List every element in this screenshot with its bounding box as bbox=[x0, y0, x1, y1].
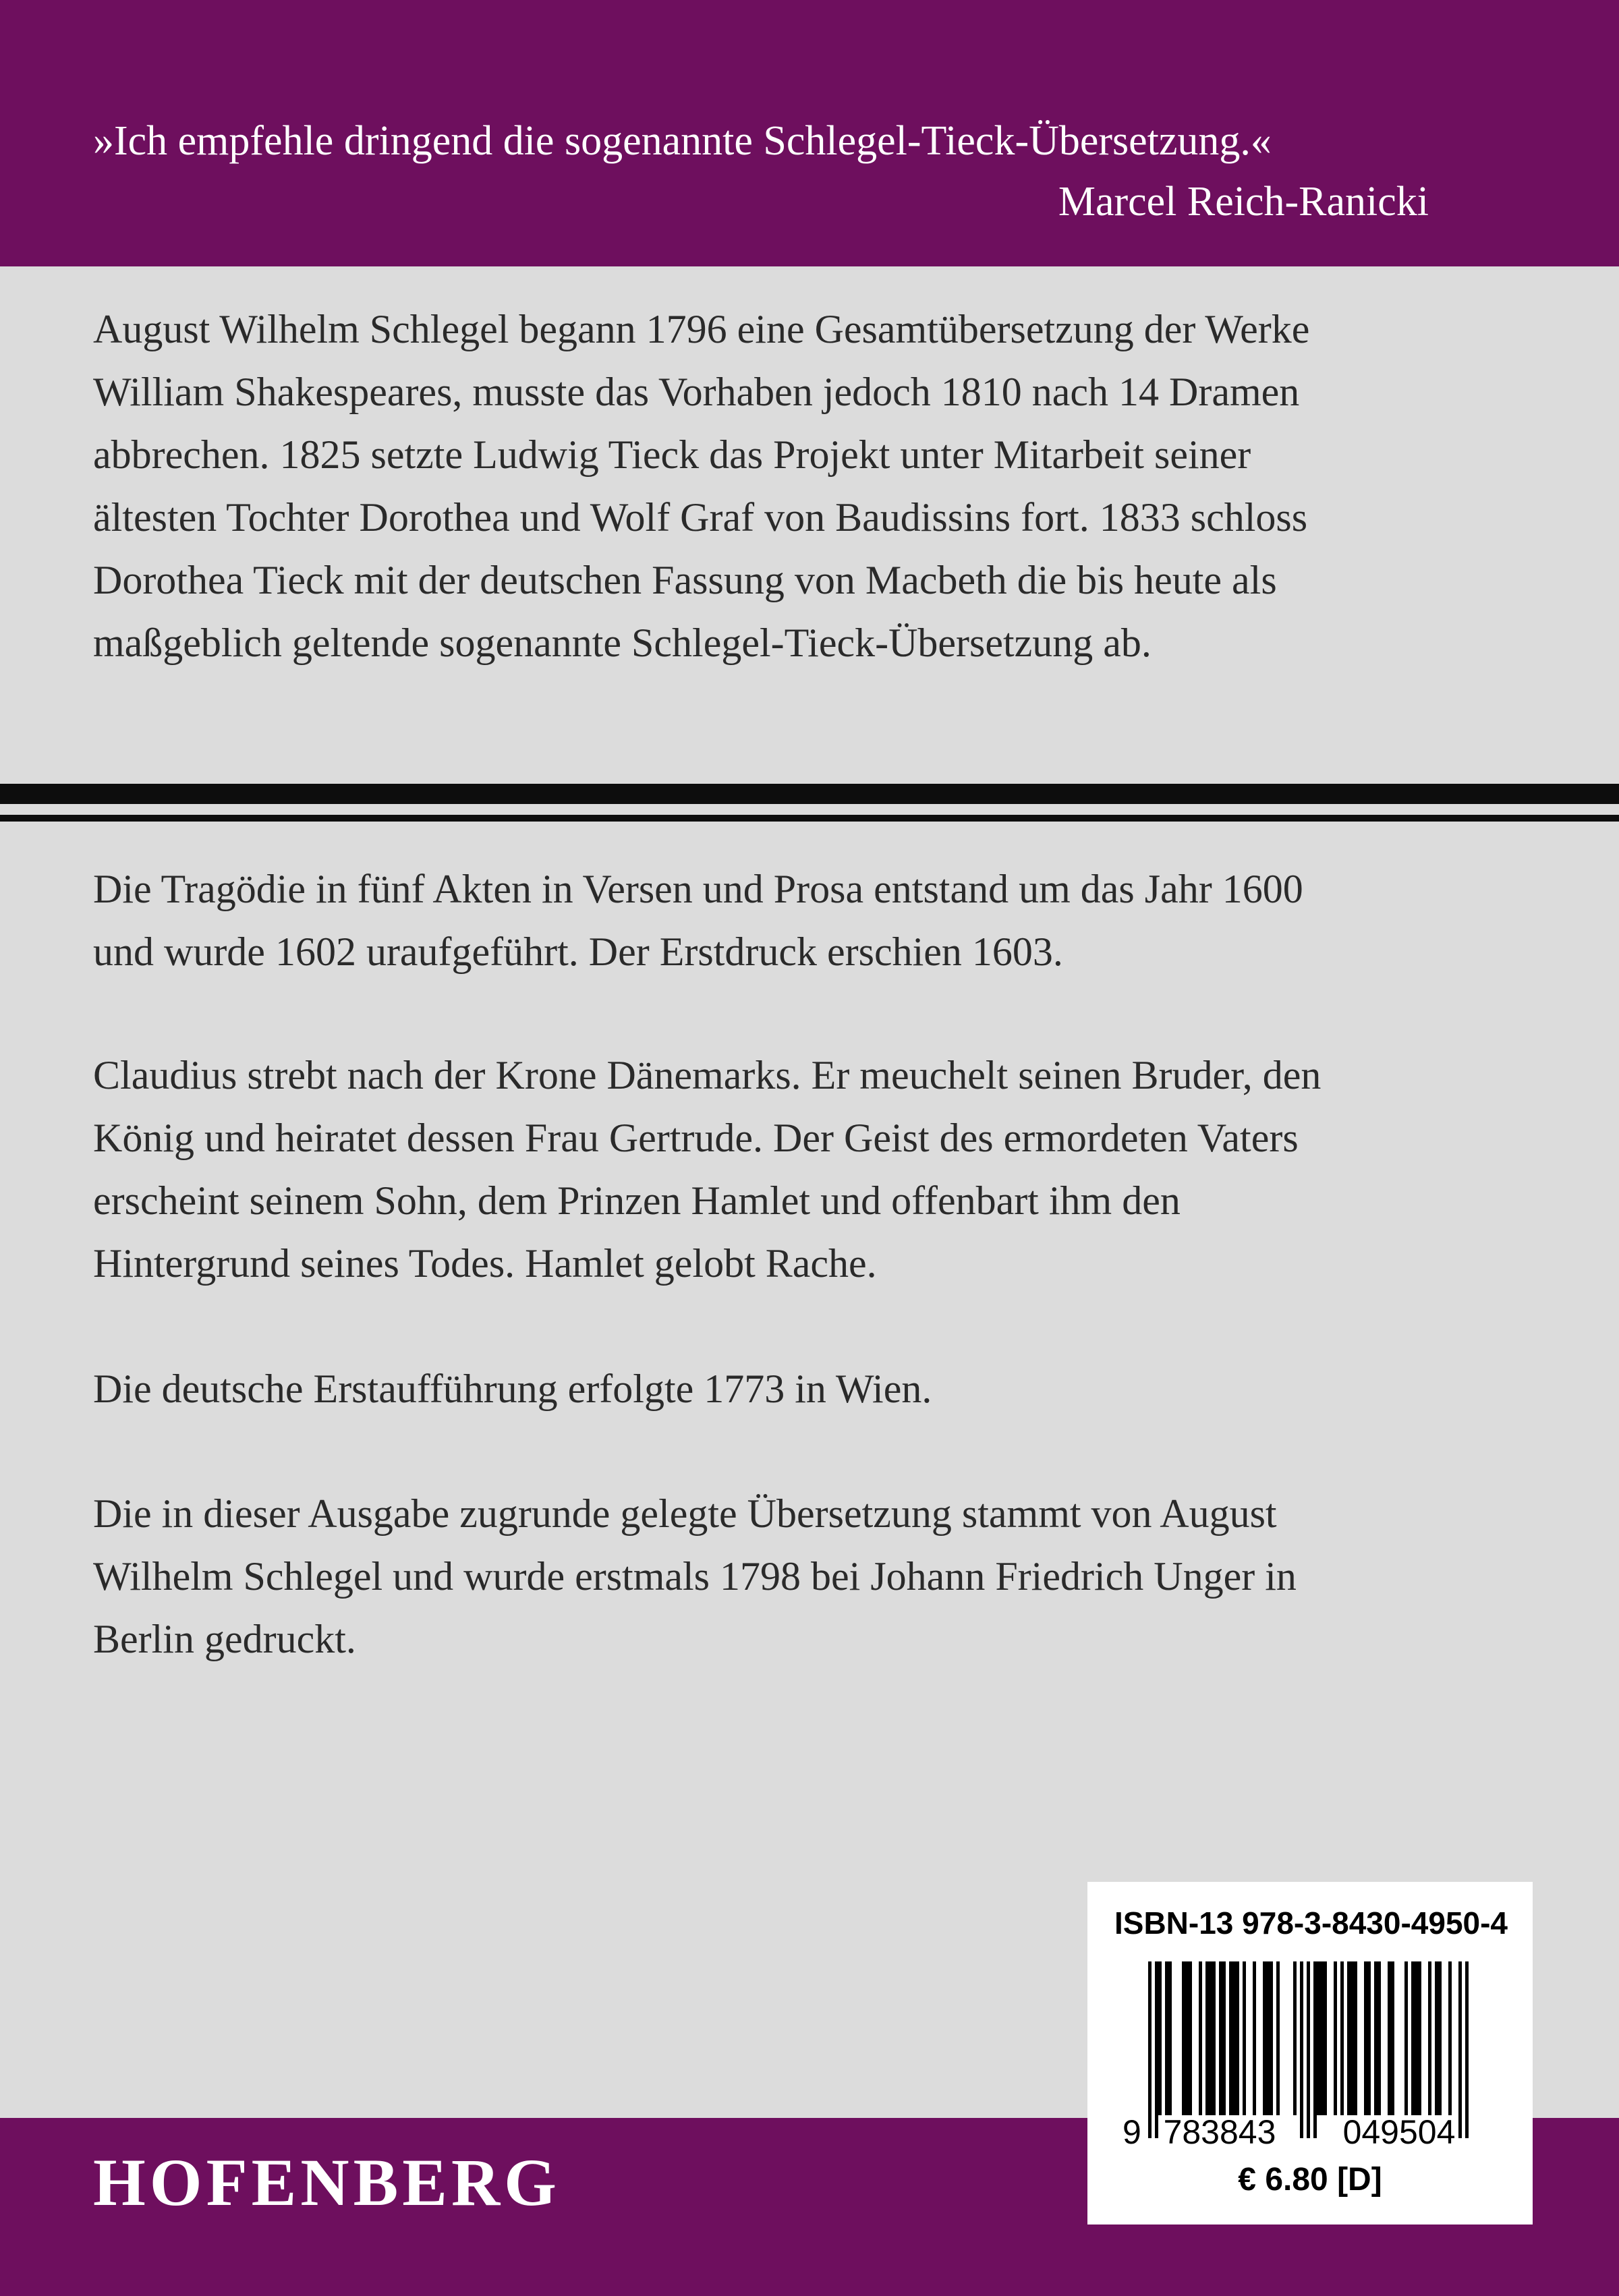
text-line: Die Tragödie in fünf Akten in Versen und Prosa entstand um das Jahr 1600 bbox=[93, 867, 1303, 911]
text-line: Die deutsche Erstaufführung erfolgte 1773 in Wien. bbox=[93, 1367, 932, 1411]
isbn-text: ISBN-13 978-3-8430-4950-4 bbox=[1114, 1905, 1508, 1941]
barcode-digits-left: 783843 bbox=[1163, 2113, 1276, 2151]
text-line: Die in dieser Ausgabe zugrunde gelegte Übersetzung stammt von August bbox=[93, 1491, 1277, 1536]
text-line: Dorothea Tieck mit der deutschen Fassung von Macbeth die bis heute als bbox=[93, 558, 1277, 602]
text-line: und wurde 1602 uraufgeführt. Der Erstdruck erschien 1603. bbox=[93, 929, 1063, 974]
body-paragraph-4 bbox=[93, 1483, 1543, 1671]
barcode-bars bbox=[1148, 1961, 1469, 2138]
barcode-bar bbox=[1411, 1961, 1421, 2115]
barcode-bar bbox=[1243, 1961, 1246, 2115]
barcode-bar bbox=[1205, 1961, 1216, 2115]
intro-paragraph bbox=[93, 298, 1543, 675]
barcode-bar bbox=[1158, 1961, 1162, 2115]
price-label: € 6.80 [D] bbox=[1238, 2162, 1382, 2198]
barcode-bar bbox=[1182, 1961, 1192, 2115]
recommendation-quote: »Ich empfehle dringend die sogenannte Schlegel-Tieck-Übersetzung.« bbox=[93, 118, 1272, 164]
divider-thin bbox=[0, 815, 1619, 822]
text-line: Berlin gedruckt. bbox=[93, 1617, 356, 1661]
text-line: erscheint seinem Sohn, dem Prinzen Hamlet und offenbart ihm den bbox=[93, 1178, 1181, 1223]
text-line: ältesten Tochter Dorothea und Wolf Graf von Baudissins fort. 1833 schloss bbox=[93, 495, 1308, 540]
barcode-bar bbox=[1404, 1961, 1408, 2115]
barcode-bar bbox=[1148, 1961, 1152, 2138]
text-line: William Shakespeares, musste das Vorhaben jedoch 1810 nach 14 Dramen bbox=[93, 370, 1300, 414]
text-line: König und heiratet dessen Frau Gertrude. Der Geist des ermordeten Vaters bbox=[93, 1116, 1299, 1160]
barcode-bar bbox=[1263, 1961, 1273, 2115]
body-paragraph-3 bbox=[93, 1358, 1543, 1420]
barcode-bar bbox=[1313, 1961, 1317, 2138]
barcode-bar bbox=[1219, 1961, 1226, 2115]
barcode-digit-lead: 9 bbox=[1123, 2113, 1141, 2151]
barcode-bar bbox=[1435, 1961, 1442, 2115]
barcode-bar bbox=[1448, 1961, 1452, 2115]
barcode-bar bbox=[1388, 1961, 1394, 2115]
barcode-bar bbox=[1465, 1961, 1469, 2138]
barcode-label bbox=[1087, 1882, 1533, 2225]
top-quote-band bbox=[0, 0, 1619, 266]
divider-thick bbox=[0, 784, 1619, 804]
text-line: Claudius strebt nach der Krone Dänemarks. Er meuchelt seinen Bruder, den bbox=[93, 1053, 1322, 1097]
barcode-bar bbox=[1334, 1961, 1337, 2115]
barcode-bar bbox=[1347, 1961, 1357, 2115]
barcode-bar bbox=[1364, 1961, 1371, 2115]
barcode-bar bbox=[1307, 1961, 1310, 2138]
barcode-bar bbox=[1199, 1961, 1202, 2115]
barcode-bar bbox=[1253, 1961, 1256, 2115]
text-line: August Wilhelm Schlegel begann 1796 eine Gesamtübersetzung der Werke bbox=[93, 307, 1310, 351]
text-line: Hintergrund seines Todes. Hamlet gelobt Rache. bbox=[93, 1241, 877, 1286]
barcode-bar bbox=[1317, 1961, 1327, 2115]
barcode-bar bbox=[1155, 1961, 1158, 2138]
quote-author: Marcel Reich-Ranicki bbox=[1058, 179, 1429, 225]
barcode-bar bbox=[1165, 1961, 1172, 2115]
barcode-bar bbox=[1293, 1961, 1297, 2115]
body-paragraph-2 bbox=[93, 1044, 1543, 1295]
barcode-bar bbox=[1428, 1961, 1431, 2115]
text-line: abbrechen. 1825 setzte Ludwig Tieck das Projekt unter Mitarbeit seiner bbox=[93, 432, 1251, 477]
text-line: maßgeblich geltende sogenannte Schlegel-Tieck-Übersetzung ab. bbox=[93, 621, 1152, 665]
barcode-bar bbox=[1374, 1961, 1381, 2115]
barcode-bar bbox=[1276, 1961, 1280, 2115]
text-line: Wilhelm Schlegel und wurde erstmals 1798 bei Johann Friedrich Unger in bbox=[93, 1554, 1297, 1599]
body-paragraph-1 bbox=[93, 858, 1543, 983]
barcode-bar bbox=[1340, 1961, 1344, 2115]
barcode-bar bbox=[1458, 1961, 1462, 2138]
barcode-bar bbox=[1300, 1961, 1303, 2138]
barcode-bar bbox=[1229, 1961, 1239, 2115]
publisher-logo: HOFENBERG bbox=[93, 2145, 561, 2220]
barcode-digits-right: 049504 bbox=[1342, 2113, 1456, 2151]
